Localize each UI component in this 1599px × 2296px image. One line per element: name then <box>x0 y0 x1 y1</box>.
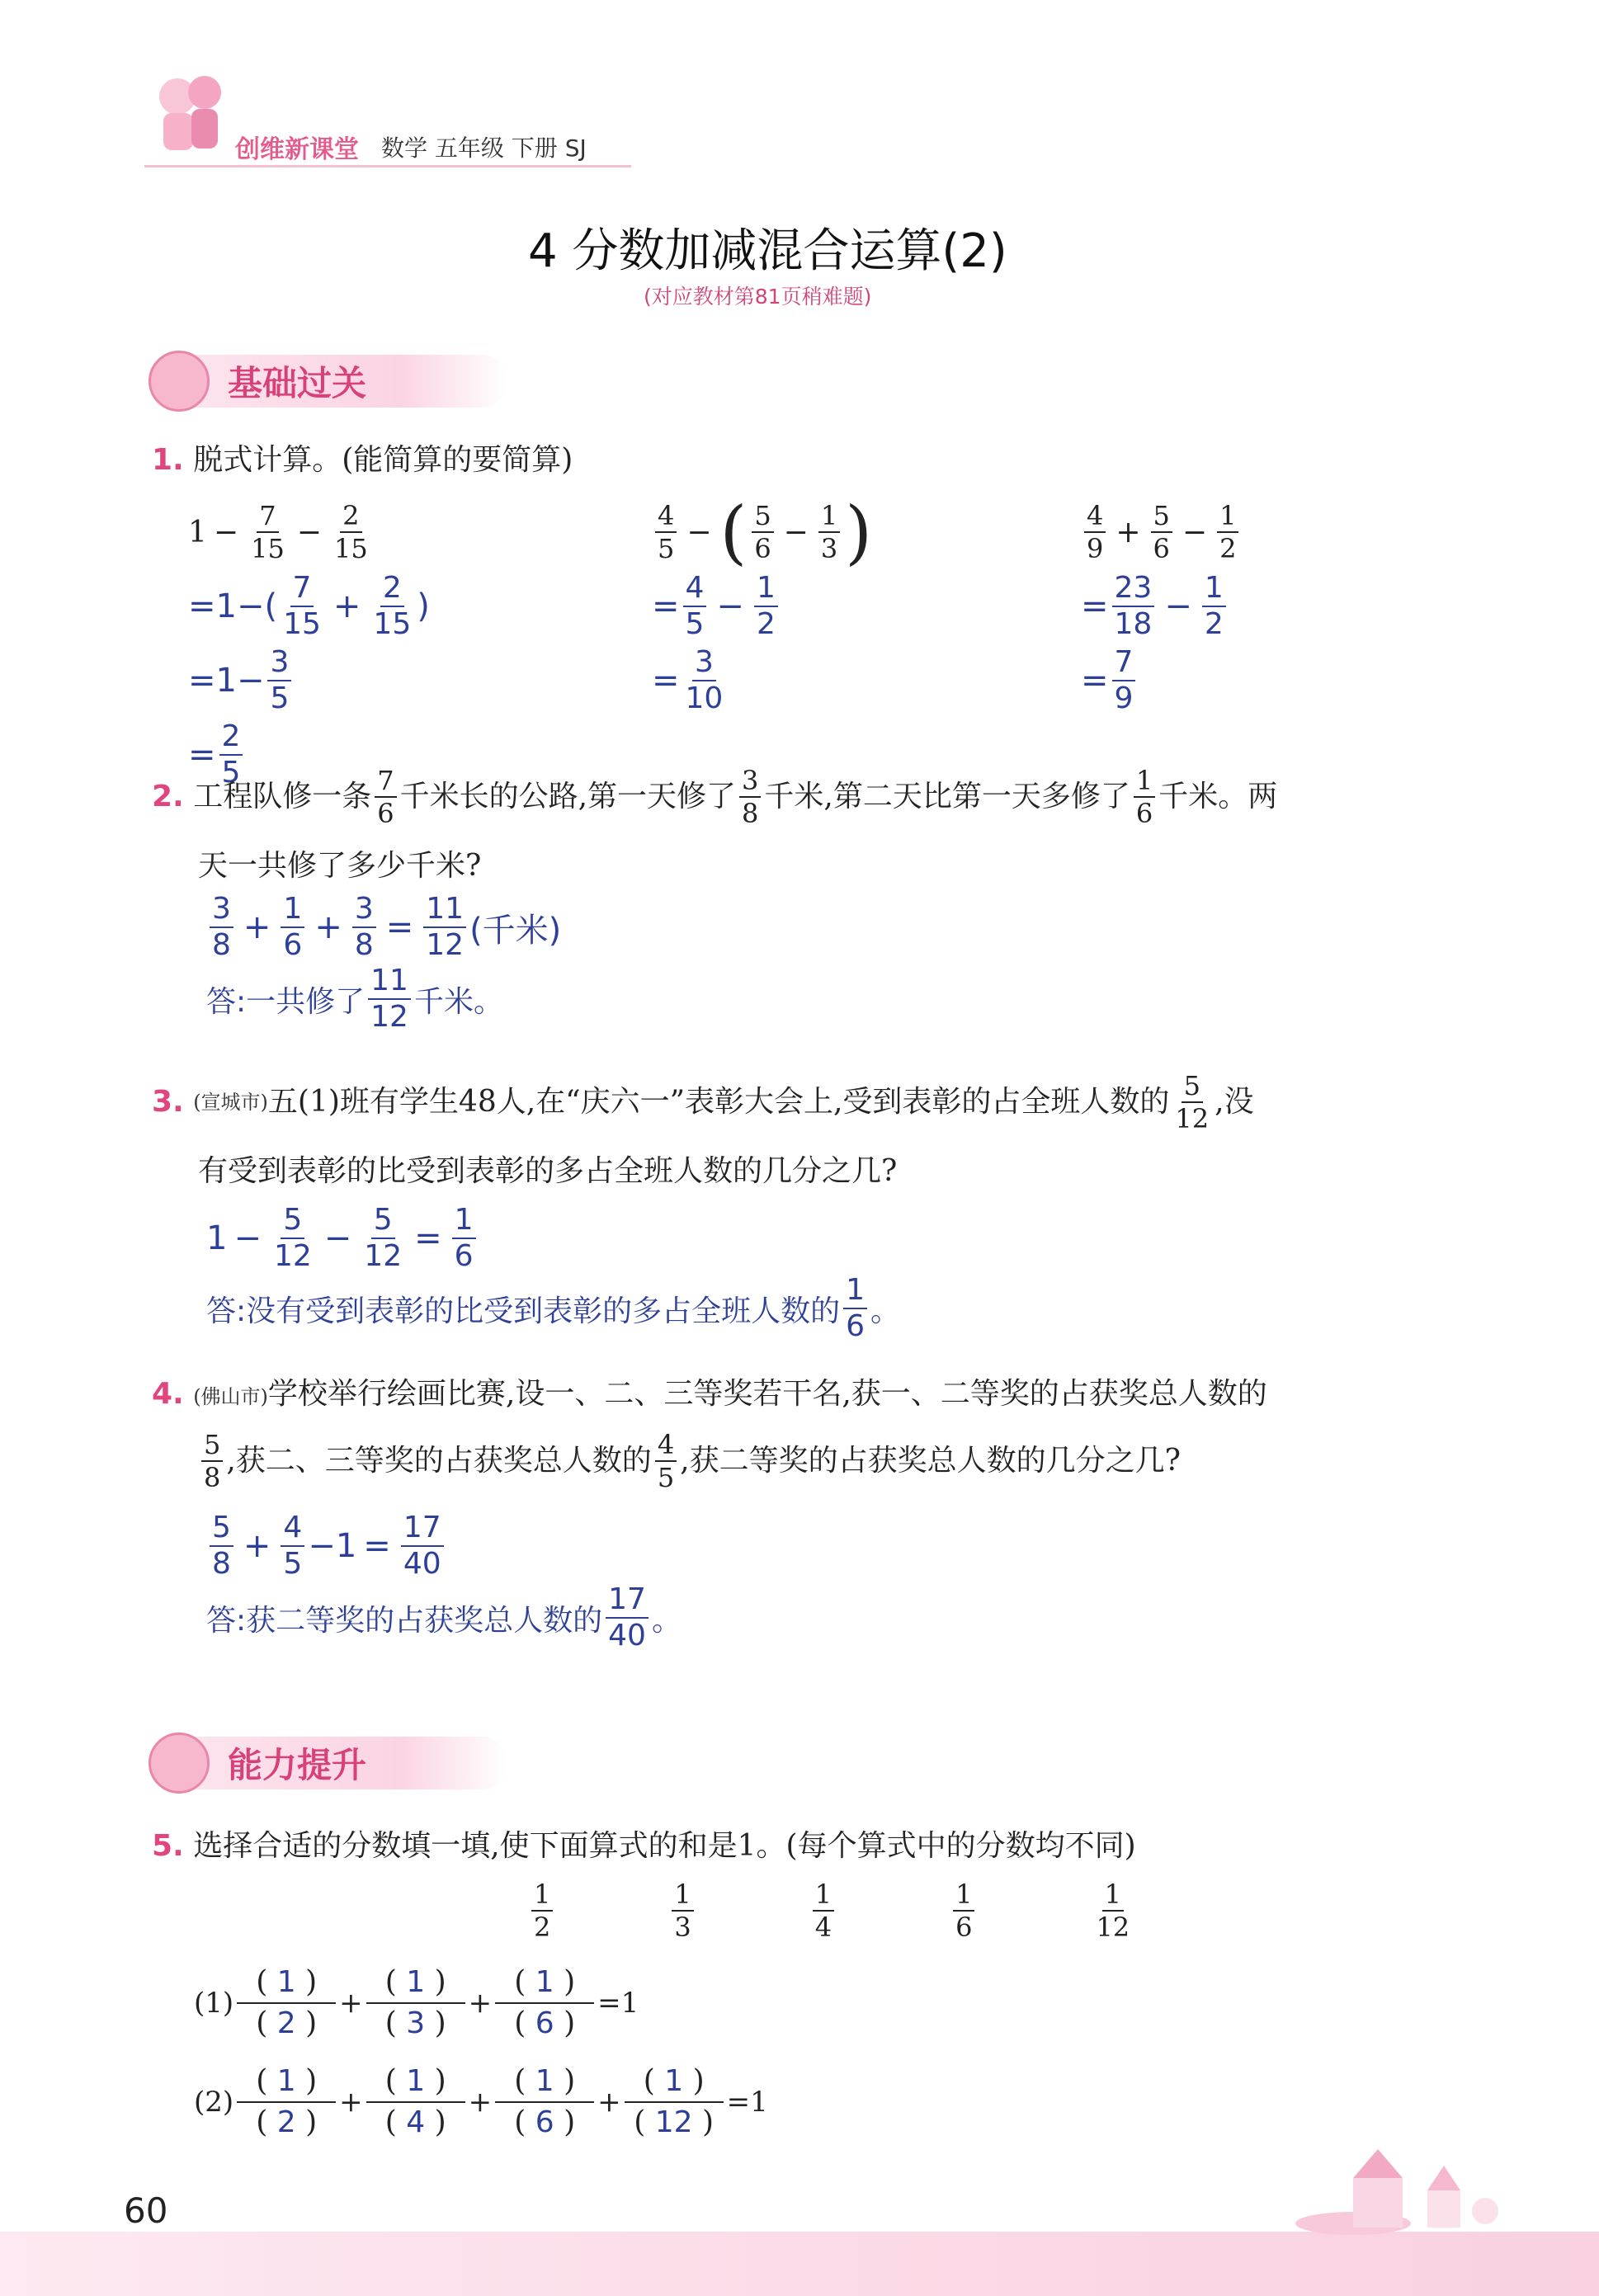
q5-row1: (1) ( 1 ) ( 2 ) + $\frac{( 1 )}{( 3 )}$ + $\frac{( 1 )}{( 6 )}$ =1 <box>194 1965 639 2040</box>
q2-prompt-line2: 天一共修了多少千米? <box>198 849 482 883</box>
fill-blank[interactable]: $\frac{( 1 )}{( 3 )}$ <box>366 1968 465 2039</box>
section-advanced-title: 能力提升 <box>228 1745 367 1785</box>
fraction: $\frac{11}{12}$ <box>368 966 411 1032</box>
q2-answer: 答:一共修了 $\frac{11}{12}$ 千米。 <box>206 964 503 1034</box>
q3-prompt: 3. (宣城市) 五(1)班有学生48人,在“庆六一”表彰大会上,受到表彰的占全班人数的 $\frac{5}{12}$ ,没 <box>152 1070 1254 1134</box>
q4-prompt: 4. (佛山市)学校举行绘画比赛,设一、二、三等奖若干名,获一、二等奖的占获奖总人数的 <box>152 1377 1267 1411</box>
fraction: $\frac{2}{15}$ <box>373 571 412 641</box>
fraction: $\frac{3}{10}$ <box>685 645 724 715</box>
choice-fraction: $\frac{1}{6}$ <box>953 1881 974 1940</box>
q1-text: 脱式计算。(能简算的要简算) <box>193 443 573 477</box>
q3-prompt-line2: 有受到表彰的比受到表彰的多占全班人数的几分之几? <box>198 1154 898 1188</box>
fraction: $\frac{4}{5}$ <box>281 1513 304 1579</box>
header-mascot <box>149 68 231 158</box>
q5-number: 5. <box>152 1829 184 1863</box>
fraction: $\frac{17}{40}$ <box>606 1585 649 1651</box>
page-subtitle: (对应教材第81页稍难题) <box>644 285 872 309</box>
fraction: $\frac{1}{6}$ <box>281 894 304 960</box>
q4-number: 4. <box>152 1377 184 1411</box>
fraction: $\frac{1}{2}$ <box>1202 573 1226 639</box>
fraction: $\frac{7}{15}$ <box>251 500 285 564</box>
q2-number: 2. <box>152 780 184 813</box>
fraction: $\frac{23}{18}$ <box>1112 573 1155 639</box>
header-underline <box>144 165 631 167</box>
fraction: $\frac{4}{5}$ <box>655 1431 677 1491</box>
q1-prompt <box>152 437 573 483</box>
fraction: $\frac{1}{2}$ <box>1217 502 1238 562</box>
fraction: $\frac{11}{12}$ <box>423 894 466 960</box>
fraction: $\frac{2}{5}$ <box>219 722 243 788</box>
fraction: $\frac{7}{9}$ <box>1112 648 1136 714</box>
fraction: $\frac{1}{6}$ <box>452 1205 476 1271</box>
fraction: $\frac{4}{5}$ <box>655 502 677 562</box>
q3-answer: 答:没有受到表彰的比受到表彰的多占全班人数的 $\frac{1}{6}$ 。 <box>206 1273 901 1343</box>
fraction: $\frac{5}{6}$ <box>1151 502 1172 562</box>
fraction: $\frac{3}{8}$ <box>210 894 233 960</box>
q1a-line1: 1 − $\frac{7}{15}$ − $\frac{2}{15}$ <box>188 495 430 569</box>
q2-prompt: 2. 工程队修一条 $\frac{7}{6}$ 千米长的公路,第一天修了 $\frac{3}{8}$ 千米,第二天比第一天多修了 $\frac{1}{6}$ 千米。两 <box>152 765 1278 829</box>
q4-answer: 答:获二等奖的占获奖总人数的 $\frac{17}{40}$ 。 <box>206 1582 682 1652</box>
fraction: $\frac{5}{12}$ <box>364 1203 403 1273</box>
q4-prompt-line2: $\frac{5}{8}$ ,获二、三等奖的占获奖总人数的 $\frac{4}{5}$ ,获二等奖的占获奖总人数的几分之几? <box>198 1431 1181 1491</box>
fraction: $\frac{17}{40}$ <box>401 1513 444 1579</box>
q3-calc: 1 − $\frac{5}{12}$ − $\frac{5}{12}$ = $\frac{1}{6}$ <box>206 1200 479 1276</box>
page-title: 4 分数加减混合运算(2) <box>528 224 1007 278</box>
fill-blank[interactable]: $\frac{( 1 )}{( 6 )}$ <box>495 2067 594 2138</box>
fraction: $\frac{3}{8}$ <box>739 767 761 827</box>
fraction: $\frac{1}{2}$ <box>754 573 778 639</box>
fill-blank[interactable]: $\frac{( 1 )}{( 6 )}$ <box>495 1968 594 2039</box>
q3-source: (宣城市) <box>193 1091 268 1114</box>
fraction: $\frac{3}{8}$ <box>352 894 376 960</box>
q1b-line1: $\frac{4}{5}$ − ( $\frac{5}{6}$ − $\frac{1}{3}$ ) <box>652 495 874 569</box>
q1c-line1: $\frac{4}{9}$ + $\frac{5}{6}$ − $\frac{1}{2}$ <box>1081 495 1242 569</box>
q1b-line2: = $\frac{4}{5}$ − $\frac{1}{2}$ <box>652 569 874 644</box>
fill-blank[interactable]: $\frac{( 1 )}{( 12 )}$ <box>625 2067 724 2138</box>
header-subject: 数学 五年级 下册 SJ <box>381 134 587 162</box>
section-advanced-avatar-icon <box>149 1733 210 1794</box>
header-brand: 创维新课堂 <box>235 135 359 164</box>
fill-blank[interactable]: ( 1 ) ( 2 ) <box>237 1968 336 2039</box>
fill-blank[interactable]: $\frac{( 1 )}{( 4 )}$ <box>366 2067 465 2138</box>
page-number: 60 <box>124 2190 168 2231</box>
q1a-line3: =1− $\frac{3}{5}$ <box>188 644 430 718</box>
section-basic-avatar-icon <box>149 351 210 412</box>
choice-fraction: $\frac{1}{3}$ <box>672 1881 693 1940</box>
q1a-line2: =1−( $\frac{7}{15}$ + $\frac{2}{15}$ ) <box>188 571 430 641</box>
section-basic-title: 基础过关 <box>228 363 367 403</box>
fraction: $\frac{5}{6}$ <box>752 502 773 562</box>
q5-row2: (2) ( 1 ) ( 2 ) + $\frac{( 1 )}{( 4 )}$ + $\frac{( 1 )}{( 6 )}$ + $\frac{( 1 )}{( 12 )}$ =1 <box>194 2064 768 2139</box>
fraction: $\frac{4}{5}$ <box>683 573 707 639</box>
fraction: $\frac{4}{9}$ <box>1084 502 1106 562</box>
q1-c <box>1081 495 1242 718</box>
castle-decoration <box>1287 2145 1518 2236</box>
choice-fraction: $\frac{1}{12}$ <box>1096 1879 1130 1943</box>
fraction: $\frac{1}{6}$ <box>1134 767 1155 827</box>
fraction: $\frac{1}{6}$ <box>843 1275 867 1341</box>
fraction: $\frac{5}{8}$ <box>210 1513 233 1579</box>
q5-prompt: 5. 选择合适的分数填一填,使下面算式的和是1。(每个算式中的分数均不同) <box>152 1829 1136 1863</box>
q3-number: 3. <box>152 1085 184 1119</box>
q4-calc: $\frac{5}{8}$ + $\frac{4}{5}$ −1 = $\frac{17}{40}$ <box>206 1508 447 1584</box>
q5-choices <box>528 1879 1135 1943</box>
fraction: $\frac{5}{8}$ <box>201 1431 223 1491</box>
fraction: $\frac{5}{12}$ <box>1175 1070 1210 1134</box>
footer-bar <box>0 2232 1599 2296</box>
fraction: $\frac{1}{3}$ <box>818 502 840 562</box>
fraction: $\frac{7}{6}$ <box>375 767 396 827</box>
q1-b <box>652 492 874 718</box>
fraction: $\frac{3}{5}$ <box>267 648 291 714</box>
q1-a <box>188 495 430 792</box>
q4-source: (佛山市) <box>193 1385 268 1408</box>
q1a-line4: = $\frac{2}{5}$ <box>188 718 430 792</box>
choice-fraction: $\frac{1}{4}$ <box>813 1881 834 1940</box>
q1c-line2: = $\frac{23}{18}$ − $\frac{1}{2}$ <box>1081 569 1242 644</box>
fraction: $\frac{7}{15}$ <box>283 571 321 641</box>
q2-calc: $\frac{3}{8}$ + $\frac{1}{6}$ + $\frac{3}{8}$ = $\frac{11}{12}$ (千米) <box>206 889 561 965</box>
q1b-line3: = $\frac{3}{10}$ <box>652 644 874 718</box>
fraction: $\frac{5}{12}$ <box>273 1203 312 1273</box>
q1c-line3: = $\frac{7}{9}$ <box>1081 644 1242 718</box>
fill-blank[interactable]: ( 1 ) ( 2 ) <box>237 2067 336 2138</box>
fraction: $\frac{2}{15}$ <box>333 500 368 564</box>
choice-fraction: $\frac{1}{2}$ <box>531 1881 553 1940</box>
q1-number: 1. <box>152 443 184 477</box>
